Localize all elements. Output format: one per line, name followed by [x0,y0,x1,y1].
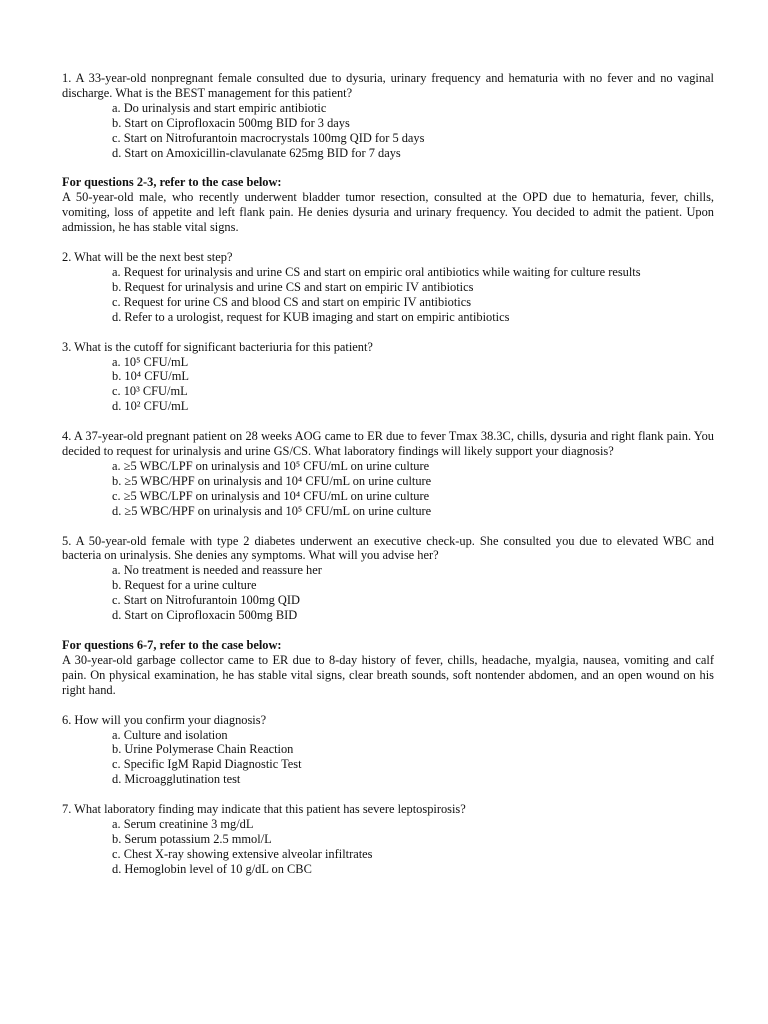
answer-option: c. Start on Nitrofurantoin 100mg QID [112,593,300,608]
answer-option: b. ≥5 WBC/HPF on urinalysis and 10⁴ CFU/mL on urine culture [112,473,432,488]
answer-option: d. Start on Amoxicillin-clavulanate 625mg BID for 7 days [112,145,401,160]
question-block-5 [62,534,714,623]
question-text: 6. How will you confirm your diagnosis? [62,712,267,727]
answer-option: c. Request for urine CS and blood CS and start on empiric IV antibiotics [112,294,472,309]
question-block-3 [62,340,714,415]
answer-option: d. Microagglutination test [112,772,241,787]
answer-option: c. Chest X-ray showing extensive alveolar infiltrates [112,846,373,861]
answer-option: d. Hemoglobin level of 10 g/dL on CBC [112,861,312,876]
answer-options [62,563,714,623]
answer-option: b. Serum potassium 2.5 mmol/L [112,831,272,846]
answer-option: a. 10⁵ CFU/mL [112,354,189,369]
answer-option: a. No treatment is needed and reassure her [112,563,322,578]
answer-option: c. ≥5 WBC/LPF on urinalysis and 10⁴ CFU/mL on urine culture [112,488,430,503]
answer-options [62,728,714,788]
answer-option: a. ≥5 WBC/LPF on urinalysis and 10⁵ CFU/mL on urine culture [112,458,430,473]
question-text: 7. What laboratory finding may indicate that this patient has severe leptospirosis? [62,802,466,817]
question-block-7 [62,802,714,877]
answer-option: a. Request for urinalysis and urine CS and start on empiric oral antibiotics while waiting for culture results [112,264,641,279]
answer-option: b. Urine Polymerase Chain Reaction [112,742,294,757]
case-text: A 30-year-old garbage collector came to ER due to 8-day history of fever, chills, headache, myalgia, nausea, vomiting and calf pain. On physical examination, he has stable vital signs, clear breath sounds, soft nontender abdomen, and an open wound on his right hand. [62,652,714,697]
answer-option: a. Culture and isolation [112,727,228,742]
case-heading: For questions 2-3, refer to the case below: [62,175,282,190]
answer-option: c. 10³ CFU/mL [112,384,188,399]
answer-option: d. Start on Ciprofloxacin 500mg BID [112,608,298,623]
answer-option: a. Do urinalysis and start empiric antibiotic [112,100,327,115]
case-block-2 [62,638,714,698]
question-block-4 [62,429,714,518]
question-block-1 [62,71,714,160]
answer-option: c. Start on Nitrofurantoin macrocrystals 100mg QID for 5 days [112,130,425,145]
answer-option: b. 10⁴ CFU/mL [112,369,189,384]
answer-options [62,101,714,161]
answer-options [62,265,714,325]
answer-option: a. Serum creatinine 3 mg/dL [112,817,254,832]
answer-option: b. Request for urinalysis and urine CS and start on empiric IV antibiotics [112,279,474,294]
question-text: 3. What is the cutoff for significant bacteriuria for this patient? [62,339,373,354]
answer-option: d. 10² CFU/mL [112,399,189,414]
answer-option: b. Start on Ciprofloxacin 500mg BID for 3 days [112,115,350,130]
answer-options [62,355,714,415]
case-block-1 [62,175,714,235]
question-text: 4. A 37-year-old pregnant patient on 28 weeks AOG came to ER due to fever Tmax 38.3C, chills, dysuria and right flank pain. You decided to request for urinalysis and urine GS/CS. What laboratory findings will likely support your diagnosis? [62,429,714,459]
case-text: A 50-year-old male, who recently underwent bladder tumor resection, consulted at the OPD due to hematuria, fever, chills, vomiting, loss of appetite and left flank pain. He denies dysuria and urinary frequency. You decided to admit the patient. Upon admission, he has stable vital signs. [62,190,714,235]
answer-options [62,817,714,877]
case-heading: For questions 6-7, refer to the case below: [62,638,282,652]
question-block-2 [62,250,714,325]
answer-option: d. Refer to a urologist, request for KUB imaging and start on empiric antibiotics [112,309,510,324]
answer-options [62,459,714,519]
question-text: 1. A 33-year-old nonpregnant female consulted due to dysuria, urinary frequency and hematuria with no fever and no vaginal discharge. What is the BEST management for this patient? [62,71,714,100]
question-text: 5. A 50-year-old female with type 2 diabetes underwent an executive check-up. She consulted you due to elevated WBC and bacteria on urinalysis. She denies any symptoms. What will you advise her? [62,533,714,563]
answer-option: c. Specific IgM Rapid Diagnostic Test [112,757,302,772]
question-text: 2. What will be the next best step? [62,250,233,265]
answer-option: b. Request for a urine culture [112,578,257,593]
document-page [62,71,714,892]
answer-option: d. ≥5 WBC/HPF on urinalysis and 10⁵ CFU/mL on urine culture [112,503,432,518]
question-block-6 [62,713,714,788]
